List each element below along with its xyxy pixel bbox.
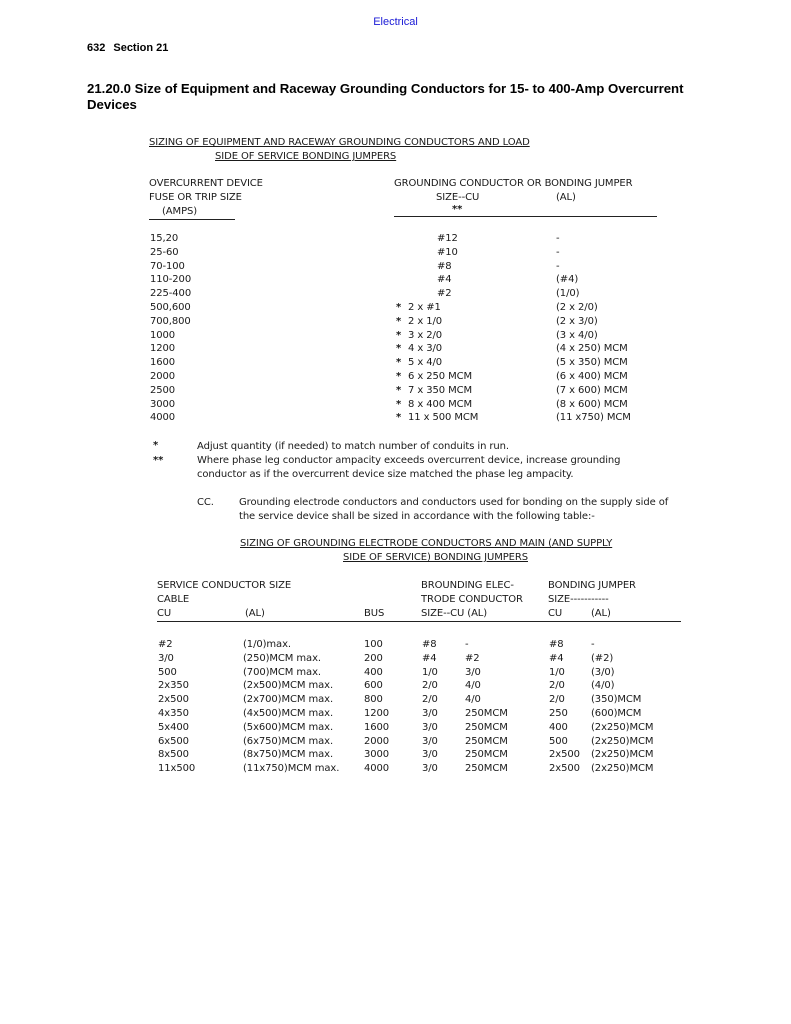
cable-al-cell: (700)MCM max.	[243, 666, 321, 678]
t1-left-header-rule	[149, 219, 235, 220]
table1-row	[0, 247, 791, 261]
amps-cell: 1200	[150, 343, 176, 355]
ge-cu-cell: 2/0	[422, 694, 438, 706]
al-cell: (11 x750) MCM	[556, 412, 631, 424]
al-cell: (#4)	[556, 274, 579, 286]
table1-row	[0, 385, 791, 399]
ge-cu-cell: 3/0	[422, 735, 438, 747]
table1-row	[0, 233, 791, 247]
bus-cell: 1600	[364, 721, 390, 733]
bj-cu-cell: #8	[549, 639, 564, 650]
bj-cu-cell: 400	[549, 721, 568, 733]
amps-cell: 225-400	[150, 288, 192, 300]
ge-al-cell: 4/0	[465, 680, 481, 692]
table2-row	[0, 680, 791, 694]
table1-row	[0, 412, 791, 426]
cable-al-cell: (1/0)max.	[243, 639, 291, 650]
amps-cell: 3000	[150, 398, 176, 410]
bj-cu-cell: 1/0	[549, 666, 565, 678]
table1-row	[0, 357, 791, 371]
t2-header-ge3: SIZE--CU (AL)	[421, 608, 488, 619]
t2-header-rule	[157, 621, 681, 622]
cu-cell: #10	[437, 246, 458, 258]
bj-al-cell: (2x250)MCM	[591, 749, 654, 761]
cu-cell: #8	[437, 260, 452, 272]
amps-cell: 110-200	[150, 274, 192, 286]
bj-al-cell: (#2)	[591, 652, 614, 664]
ge-cu-cell: 3/0	[422, 763, 438, 775]
bj-al-cell: (3/0)	[591, 666, 615, 678]
t2-header-cable: CABLE	[157, 594, 190, 605]
table1-row	[0, 288, 791, 302]
continuation-mark: *	[396, 329, 402, 341]
amps-cell: 500,600	[150, 302, 191, 313]
ge-cu-cell: 1/0	[422, 666, 438, 678]
bus-cell: 200	[364, 652, 383, 664]
al-cell: (3 x 4/0)	[556, 329, 598, 341]
continuation-mark: *	[396, 412, 402, 424]
bj-al-cell: (2x250)MCM	[591, 735, 654, 747]
amps-cell: 1000	[150, 329, 176, 341]
cable-cu-cell: 6x500	[158, 735, 189, 747]
bj-al-cell: (4/0)	[591, 680, 615, 692]
cable-cu-cell: #2	[158, 639, 173, 650]
bj-cu-cell: 2x500	[549, 763, 580, 775]
bus-cell: 400	[364, 666, 383, 678]
cable-al-cell: (5x600)MCM max.	[243, 721, 334, 733]
bj-cu-cell: 2/0	[549, 694, 565, 706]
al-cell: -	[556, 246, 560, 258]
t1-left-header-3: (AMPS)	[162, 206, 198, 217]
amps-cell: 2500	[150, 384, 176, 396]
ge-al-cell: -	[465, 639, 469, 650]
cable-cu-cell: 8x500	[158, 749, 189, 761]
t2-header-bj-al: (AL)	[591, 608, 611, 619]
al-cell: (6 x 400) MCM	[556, 371, 628, 382]
continuation-mark: *	[396, 371, 402, 382]
t1-right-header-3: **	[452, 204, 463, 215]
table2-row	[0, 653, 791, 667]
al-cell: (7 x 600) MCM	[556, 384, 628, 396]
cable-al-cell: (11x750)MCM max.	[243, 763, 340, 775]
cable-cu-cell: 3/0	[158, 652, 174, 664]
t2-header-ge2: TRODE CONDUCTOR	[421, 594, 523, 605]
ge-al-cell: #2	[465, 652, 480, 664]
continuation-mark: *	[396, 398, 402, 410]
table1-row	[0, 399, 791, 413]
ge-al-cell: 250MCM	[465, 721, 508, 733]
table2-row	[0, 694, 791, 708]
note2-text-line2: conductor as if the overcurrent device size matched the phase leg ampacity.	[197, 469, 574, 480]
continuation-mark: *	[396, 302, 402, 313]
bj-cu-cell: 2/0	[549, 680, 565, 692]
al-cell: (1/0)	[556, 288, 580, 300]
cable-cu-cell: 2x500	[158, 694, 189, 706]
bj-al-cell: -	[591, 639, 595, 650]
al-cell: -	[556, 260, 560, 272]
t1-right-header-1: GROUNDING CONDUCTOR OR BONDING JUMPER	[394, 178, 633, 189]
table2-row	[0, 736, 791, 750]
cu-cell: #12	[437, 233, 458, 244]
al-cell: -	[556, 233, 560, 244]
continuation-mark: *	[396, 357, 402, 369]
table1-title-line2: SIDE OF SERVICE BONDING JUMPERS	[215, 151, 397, 162]
ge-al-cell: 250MCM	[465, 749, 508, 761]
bus-cell: 1200	[364, 708, 390, 719]
table2-row	[0, 708, 791, 722]
table1-row	[0, 302, 791, 316]
ge-al-cell: 250MCM	[465, 763, 508, 775]
t2-header-bj-cu: CU	[548, 608, 563, 619]
cc-text-line2: the service device shall be sized in accordance with the following table:-	[239, 511, 595, 522]
al-cell: (2 x 3/0)	[556, 315, 598, 327]
bj-cu-cell: #4	[549, 652, 564, 664]
al-cell: (5 x 350) MCM	[556, 357, 628, 369]
al-cell: (8 x 600) MCM	[556, 398, 628, 410]
amps-cell: 25-60	[150, 246, 179, 258]
al-cell: (2 x 2/0)	[556, 302, 598, 313]
note1-mark: *	[153, 440, 159, 451]
bj-cu-cell: 2x500	[549, 749, 580, 761]
bj-cu-cell: 500	[549, 735, 568, 747]
bj-cu-cell: 250	[549, 708, 568, 719]
page-number: 632	[87, 42, 106, 54]
cu-cell: 2 x #1	[408, 302, 441, 313]
table1-row	[0, 316, 791, 330]
bus-cell: 100	[364, 639, 383, 650]
amps-cell: 70-100	[150, 260, 185, 272]
amps-cell: 700,800	[150, 315, 191, 327]
cable-al-cell: (2x700)MCM max.	[243, 694, 334, 706]
cable-cu-cell: 4x350	[158, 708, 189, 719]
ge-al-cell: 4/0	[465, 694, 481, 706]
table2-row	[0, 763, 791, 777]
cable-cu-cell: 2x350	[158, 680, 189, 692]
cu-cell: #4	[437, 274, 452, 286]
continuation-mark: *	[396, 384, 402, 396]
table1-title-line1: SIZING OF EQUIPMENT AND RACEWAY GROUNDING CONDUCTORS AND LOAD	[149, 137, 530, 148]
ge-cu-cell: 3/0	[422, 749, 438, 761]
t1-right-header-2b: (AL)	[556, 192, 576, 203]
table1-row	[0, 261, 791, 275]
section-label: Section 21	[113, 42, 169, 54]
continuation-mark: *	[396, 315, 402, 327]
ge-al-cell: 250MCM	[465, 735, 508, 747]
table1-row	[0, 274, 791, 288]
cu-cell: 7 x 350 MCM	[408, 384, 473, 396]
cable-al-cell: (2x500)MCM max.	[243, 680, 334, 692]
t1-left-header-2: FUSE OR TRIP SIZE	[149, 192, 242, 203]
t2-header-service: SERVICE CONDUCTOR SIZE	[157, 580, 292, 591]
bj-al-cell: (2x250)MCM	[591, 721, 654, 733]
note1-text: Adjust quantity (if needed) to match number of conduits in run.	[197, 441, 509, 452]
t2-header-bus: BUS	[364, 608, 385, 619]
cable-al-cell: (250)MCM max.	[243, 652, 321, 664]
table2-title-line2: SIDE OF SERVICE) BONDING JUMPERS	[343, 552, 528, 563]
bj-al-cell: (350)MCM	[591, 694, 642, 706]
table2-title-line1: SIZING OF GROUNDING ELECTRODE CONDUCTORS AND MAIN (AND SUPPLY	[240, 538, 613, 549]
cu-cell: 2 x 1/0	[408, 315, 443, 327]
note2-text-line1: Where phase leg conductor ampacity exceeds overcurrent device, increase grounding	[197, 455, 621, 466]
bus-cell: 600	[364, 680, 383, 692]
amps-cell: 2000	[150, 371, 176, 382]
t1-left-header-1: OVERCURRENT DEVICE	[149, 178, 263, 189]
ge-cu-cell: #8	[422, 639, 437, 650]
t2-header-cu: CU	[157, 608, 172, 619]
bus-cell: 4000	[364, 763, 390, 775]
cable-cu-cell: 11x500	[158, 763, 196, 775]
cable-cu-cell: 5x400	[158, 721, 189, 733]
cc-label: CC.	[197, 497, 214, 508]
table1-row	[0, 330, 791, 344]
t2-header-ge1: BROUNDING ELEC-	[421, 580, 514, 591]
continuation-mark: *	[396, 343, 402, 355]
cc-text-line1: Grounding electrode conductors and conductors used for bonding on the supply side of	[239, 497, 669, 508]
cu-cell: 5 x 4/0	[408, 357, 443, 369]
t1-right-header-rule	[394, 216, 657, 217]
table2-row	[0, 749, 791, 763]
table2-row	[0, 667, 791, 681]
bus-cell: 3000	[364, 749, 390, 761]
table2-row	[0, 722, 791, 736]
cable-al-cell: (6x750)MCM max.	[243, 735, 334, 747]
cable-al-cell: (8x750)MCM max.	[243, 749, 334, 761]
t2-header-bj1: BONDING JUMPER	[548, 580, 636, 591]
cu-cell: 3 x 2/0	[408, 329, 443, 341]
bus-cell: 2000	[364, 735, 390, 747]
al-cell: (4 x 250) MCM	[556, 343, 628, 355]
electrical-link[interactable]: Electrical	[373, 16, 418, 28]
bus-cell: 800	[364, 694, 383, 706]
bj-al-cell: (600)MCM	[591, 708, 642, 719]
table1-row	[0, 371, 791, 385]
t1-right-header-2a: SIZE--CU	[436, 192, 480, 203]
ge-al-cell: 3/0	[465, 666, 481, 678]
amps-cell: 1600	[150, 357, 176, 369]
cu-cell: 4 x 3/0	[408, 343, 443, 355]
ge-cu-cell: #4	[422, 652, 437, 664]
cable-cu-cell: 500	[158, 666, 177, 678]
cu-cell: 11 x 500 MCM	[408, 412, 479, 424]
table1-row	[0, 343, 791, 357]
cu-cell: #2	[437, 288, 452, 300]
page-title: 21.20.0 Size of Equipment and Raceway Grounding Conductors for 15- to 400-Amp Overcurrent Devices	[87, 81, 684, 112]
note2-mark: **	[153, 455, 164, 466]
ge-al-cell: 250MCM	[465, 708, 508, 719]
cable-al-cell: (4x500)MCM max.	[243, 708, 334, 719]
table2-row	[0, 639, 791, 653]
amps-cell: 15,20	[150, 233, 179, 244]
cu-cell: 6 x 250 MCM	[408, 371, 473, 382]
ge-cu-cell: 3/0	[422, 708, 438, 719]
t2-header-al: (AL)	[245, 608, 265, 619]
t2-header-bj2: SIZE-----------	[548, 594, 609, 605]
bj-al-cell: (2x250)MCM	[591, 763, 654, 775]
ge-cu-cell: 3/0	[422, 721, 438, 733]
cu-cell: 8 x 400 MCM	[408, 398, 473, 410]
ge-cu-cell: 2/0	[422, 680, 438, 692]
amps-cell: 4000	[150, 412, 176, 424]
